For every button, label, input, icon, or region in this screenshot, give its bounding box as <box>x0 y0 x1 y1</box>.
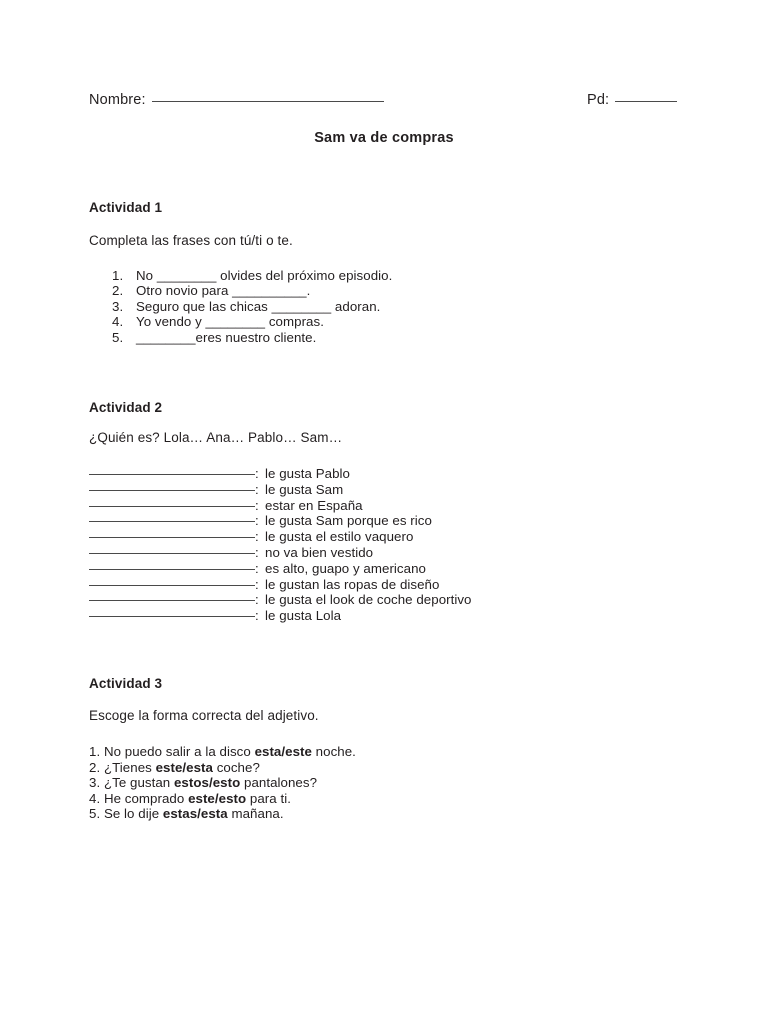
answer-row-colon: : <box>255 513 259 529</box>
answer-row <box>89 561 472 577</box>
pd-label: Pd: <box>587 92 610 108</box>
answer-row-colon: : <box>255 544 259 560</box>
pd-field-group <box>587 92 677 108</box>
answer-row-colon: : <box>255 608 259 624</box>
list-item-text-before: ¿Te gustan <box>100 775 174 791</box>
answer-row <box>89 577 472 593</box>
answer-write-in-line[interactable] <box>89 506 255 507</box>
answer-row-clue: le gusta Sam <box>265 481 344 497</box>
answer-write-in-line[interactable] <box>89 537 255 538</box>
answer-write-in-line[interactable] <box>89 521 255 522</box>
activity-1-prompt: Completa las frases con tú/ti o te. <box>89 233 293 248</box>
adjective-choice-option[interactable]: estas/esta <box>162 806 228 822</box>
list-item-text-after: para ti. <box>246 790 291 806</box>
answer-row-clue: no va bien vestido <box>265 544 374 560</box>
answer-write-in-line[interactable] <box>89 474 255 475</box>
answer-row <box>89 592 472 608</box>
list-item-text[interactable]: Otro novio para __________. <box>136 283 311 299</box>
list-item-number: 5. <box>89 806 101 822</box>
list-item-number: 4. <box>89 790 101 806</box>
activity-2-prompt: ¿Quién es? Lola… Ana… Pablo… Sam… <box>89 430 343 445</box>
list-item <box>89 791 356 807</box>
nombre-label: Nombre: <box>89 92 146 108</box>
answer-row <box>89 482 472 498</box>
activity-3-list <box>89 744 356 822</box>
answer-row <box>89 513 472 529</box>
list-item <box>89 744 356 760</box>
list-item-text-after: mañana. <box>227 806 284 822</box>
list-item-text[interactable]: No ________ olvides del próximo episodio. <box>136 268 393 283</box>
header-fields <box>89 92 679 114</box>
answer-row-colon: : <box>255 529 259 545</box>
page-title: Sam va de compras <box>314 130 454 146</box>
answer-write-in-line[interactable] <box>89 490 255 491</box>
answer-row-clue: estar en España <box>265 497 363 513</box>
answer-row <box>89 608 472 624</box>
answer-write-in-line[interactable] <box>89 616 255 617</box>
answer-row-colon: : <box>255 481 259 497</box>
list-item-text-after: coche? <box>212 759 260 775</box>
answer-row-colon: : <box>255 560 259 576</box>
answer-row-clue: es alto, guapo y americano <box>265 560 426 576</box>
answer-write-in-line[interactable] <box>89 600 255 601</box>
answer-row-clue: le gusta el look de coche deportivo <box>265 592 472 608</box>
answer-row-clue: le gusta Lola <box>265 608 342 624</box>
adjective-choice-option[interactable]: este/esto <box>188 790 247 806</box>
list-item <box>89 806 356 822</box>
answer-row-colon: : <box>255 466 259 481</box>
adjective-choice-option[interactable]: esta/este <box>254 744 312 759</box>
list-item-text-before: No puedo salir a la disco <box>100 744 255 759</box>
list-item-number: 2. <box>112 283 124 299</box>
list-item-text[interactable]: ________eres nuestro cliente. <box>136 329 317 345</box>
pd-write-in-line[interactable] <box>615 101 677 102</box>
activity-1-heading: Actividad 1 <box>89 200 163 215</box>
list-item-text[interactable]: Seguro que las chicas ________ adoran. <box>136 298 381 314</box>
answer-row-clue: le gustan las ropas de diseño <box>265 576 440 592</box>
answer-row-clue: le gusta Pablo <box>265 466 350 481</box>
list-item-number: 1. <box>89 744 101 759</box>
activity-3-prompt: Escoge la forma correcta del adjetivo. <box>89 708 319 723</box>
activity-2-heading: Actividad 2 <box>89 400 163 415</box>
nombre-field-group <box>89 92 384 108</box>
activity-2-answer-rows <box>89 466 472 624</box>
answer-row-clue: le gusta Sam porque es rico <box>265 513 432 529</box>
list-item-number: 1. <box>112 268 124 283</box>
answer-row <box>89 466 472 482</box>
list-item-number: 5. <box>112 329 124 345</box>
list-item <box>89 775 356 791</box>
list-item <box>89 760 356 776</box>
list-item-text-after: pantalones? <box>240 775 318 791</box>
answer-row <box>89 529 472 545</box>
list-item-number: 2. <box>89 759 101 775</box>
list-item-text-before: He comprado <box>100 790 189 806</box>
adjective-choice-option[interactable]: este/esta <box>155 759 213 775</box>
answer-write-in-line[interactable] <box>89 585 255 586</box>
list-item-number: 3. <box>89 775 101 791</box>
answer-write-in-line[interactable] <box>89 553 255 554</box>
adjective-choice-option[interactable]: estos/esto <box>173 775 241 791</box>
list-item-text-after: noche. <box>311 744 356 759</box>
list-item-text-before: ¿Tienes <box>100 759 156 775</box>
list-item-number: 4. <box>112 314 124 330</box>
answer-row <box>89 498 472 514</box>
answer-row <box>89 545 472 561</box>
answer-write-in-line[interactable] <box>89 569 255 570</box>
nombre-write-in-line[interactable] <box>152 101 384 102</box>
answer-row-colon: : <box>255 576 259 592</box>
list-item-text[interactable]: Yo vendo y ________ compras. <box>136 314 324 330</box>
answer-row-colon: : <box>255 592 259 608</box>
list-item-number: 3. <box>112 298 124 314</box>
list-item-text-before: Se lo dije <box>100 806 163 822</box>
answer-row-clue: le gusta el estilo vaquero <box>265 529 414 545</box>
answer-row-colon: : <box>255 497 259 513</box>
activity-3-heading: Actividad 3 <box>89 676 163 691</box>
